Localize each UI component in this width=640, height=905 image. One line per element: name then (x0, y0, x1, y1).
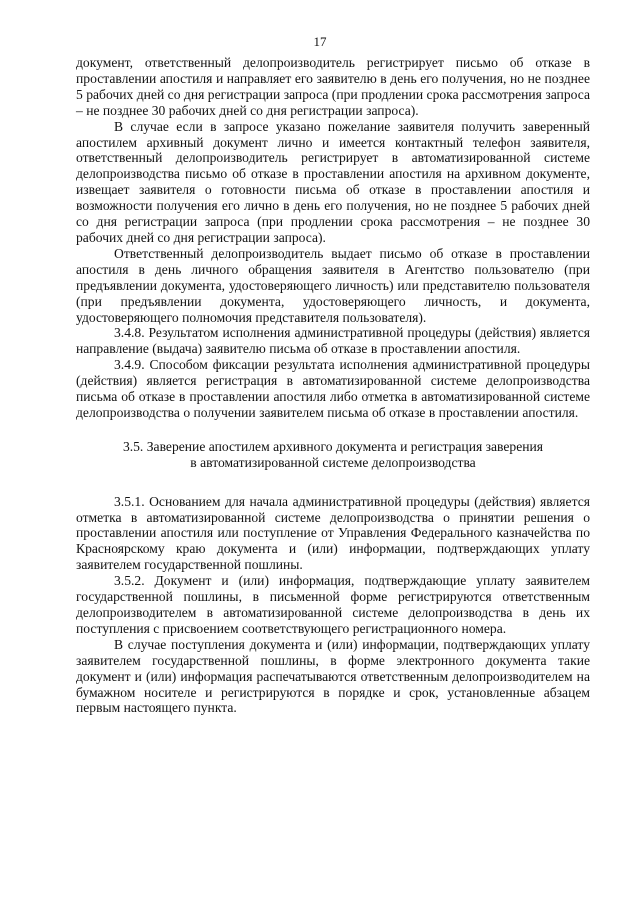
paragraph-continuation: документ, ответственный делопроизводитель регистрирует письмо об отказе в проставлении апостиля и направляет его заявителю в день его получения, но не позднее 5 рабочих дней со дня регистрации запроса (при продлении срока рассмотрения запроса – не позднее 30 рабочих дней со дня регистрации запроса). (76, 55, 590, 118)
paragraph-3-4-9: 3.4.9. Способом фиксации результата исполнения административной процедуры (действия) является регистрация в автоматизированной системе делопроизводства письма об отказе в проставлении апостиля либо отметка в автоматизированной системе делопроизводства о получении заявителем письма об отказе в проставлении апостиля. (76, 357, 590, 420)
section-heading-line-1: 3.5. Заверение апостилем архивного документа и регистрация заверения (122, 438, 544, 454)
paragraph-3-4-8: 3.4.8. Результатом исполнения административной процедуры (действия) является направление (выдача) заявителю письма об отказе в проставлении апостиля. (76, 325, 590, 357)
section-heading-3-5 (76, 439, 590, 471)
paragraph-electronic-document: В случае поступления документа и (или) информации, подтверждающих уплату заявителем государственной пошлины, в форме электронного документа такие документ и (или) информация распечатываются ответственным делопроизводителем на бумажном носителе и регистрируются в порядке и срок, установленные абзацем первым настоящего пункта. (76, 636, 590, 716)
section-heading-line-2: в автоматизированной системе делопроизводства (190, 454, 476, 470)
paragraph-issuance: Ответственный делопроизводитель выдает письмо об отказе в проставлении апостиля в день личного обращения заявителя в Агентство пользователю (при предъявлении документа, удостоверяющего личность) или представителю пользователя (при предъявлении документа, удостоверяющего личность, и документа, удостоверяющего полномочия представителя пользователя). (76, 245, 590, 325)
paragraph-personal-pickup: В случае если в запросе указано пожелание заявителя получить заверенный апостилем архивный документ лично и имеется контактный телефон заявителя, ответственный делопроизводитель регистрирует в автоматизированной системе делопроизводства письмо об отказе в проставлении апостиля на архивном документе, извещает заявителя о готовности письма об отказе в проставлении апостиля и возможности получения его лично в день его получения, но не позднее 5 рабочих дней со дня регистрации запроса (при продлении срока рассмотрения – не позднее 30 рабочих дней со дня регистрации запроса). (76, 118, 590, 245)
paragraph-3-5-1: 3.5.1. Основанием для начала административной процедуры (действия) является отметка в автоматизированной системе делопроизводства о принятии решения о проставлении апостиля или поступление от Управления Федерального казначейства по Красноярскому краю документа и (или) информации, подтверждающих уплату заявителем государственной пошлины. (76, 493, 590, 573)
page-number: 17 (313, 34, 327, 49)
document-body (76, 55, 590, 716)
paragraph-3-5-2: 3.5.2. Документ и (или) информация, подтверждающие уплату заявителем государственной пошлины, в письменной форме регистрируются ответственным делопроизводителем в автоматизированной системе делопроизводства в день их поступления с присвоением соответствующего регистрационного номера. (76, 573, 590, 636)
